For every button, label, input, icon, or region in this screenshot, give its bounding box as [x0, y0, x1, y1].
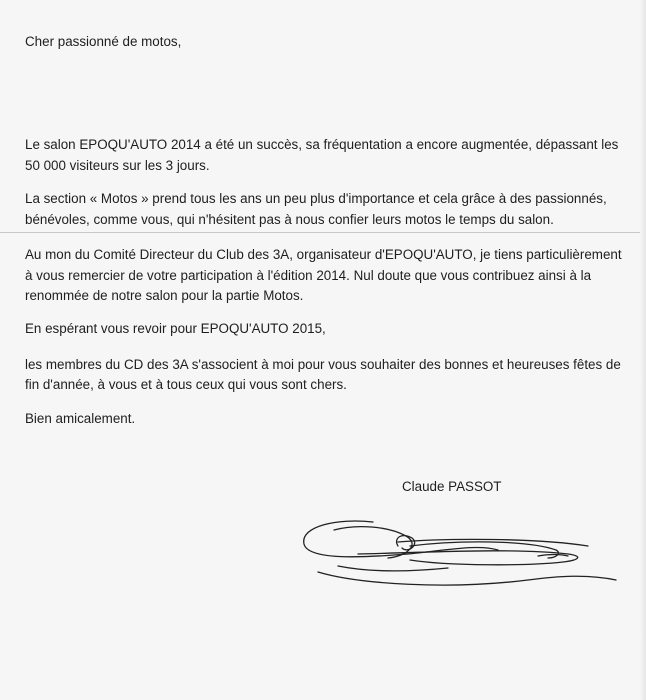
paper-fold-line: [0, 232, 646, 233]
paragraph-5-line-1: les membres du CD des 3A s'associent à moi pour vous souhaiter des bonnes et heureuses fêtes de: [25, 357, 621, 372]
paragraph-3-line-2: à vous remercier de votre participation à l'édition 2014. Nul doute que vous contribuez ainsi à la: [25, 268, 592, 283]
greeting: Cher passionné de motos,: [25, 34, 182, 49]
paragraph-1-line-2: 50 000 visiteurs sur les 3 jours.: [25, 158, 210, 173]
paragraph-1-line-1: Le salon EPOQU'AUTO 2014 a été un succès, sa fréquentation a encore augmentée, dépassant les: [25, 137, 619, 152]
paragraph-2-line-2: bénévoles, comme vous, qui n'hésitent pas à nous confier leurs motos le temps du salon.: [25, 212, 554, 227]
paragraph-3-line-1: Au mon du Comité Directeur du Club des 3A, organisateur d'EPOQU'AUTO, je tiens particulièrement: [25, 247, 622, 262]
signatory-name: Claude PASSOT: [402, 479, 502, 494]
paragraph-5-line-2: fin d'année, à vous et à tous ceux qui vous sont chers.: [25, 377, 347, 392]
signature-icon: [298, 510, 628, 610]
paragraph-4-line-1: En espérant vous revoir pour EPOQU'AUTO 2015,: [25, 321, 326, 336]
paragraph-3-line-3: renommée de notre salon pour la partie Motos.: [25, 288, 304, 303]
closing: Bien amicalement.: [25, 411, 136, 426]
paragraph-2-line-1: La section « Motos » prend tous les ans un peu plus d'importance et cela grâce à des passionnés,: [25, 191, 607, 206]
scan-edge: [640, 0, 646, 700]
